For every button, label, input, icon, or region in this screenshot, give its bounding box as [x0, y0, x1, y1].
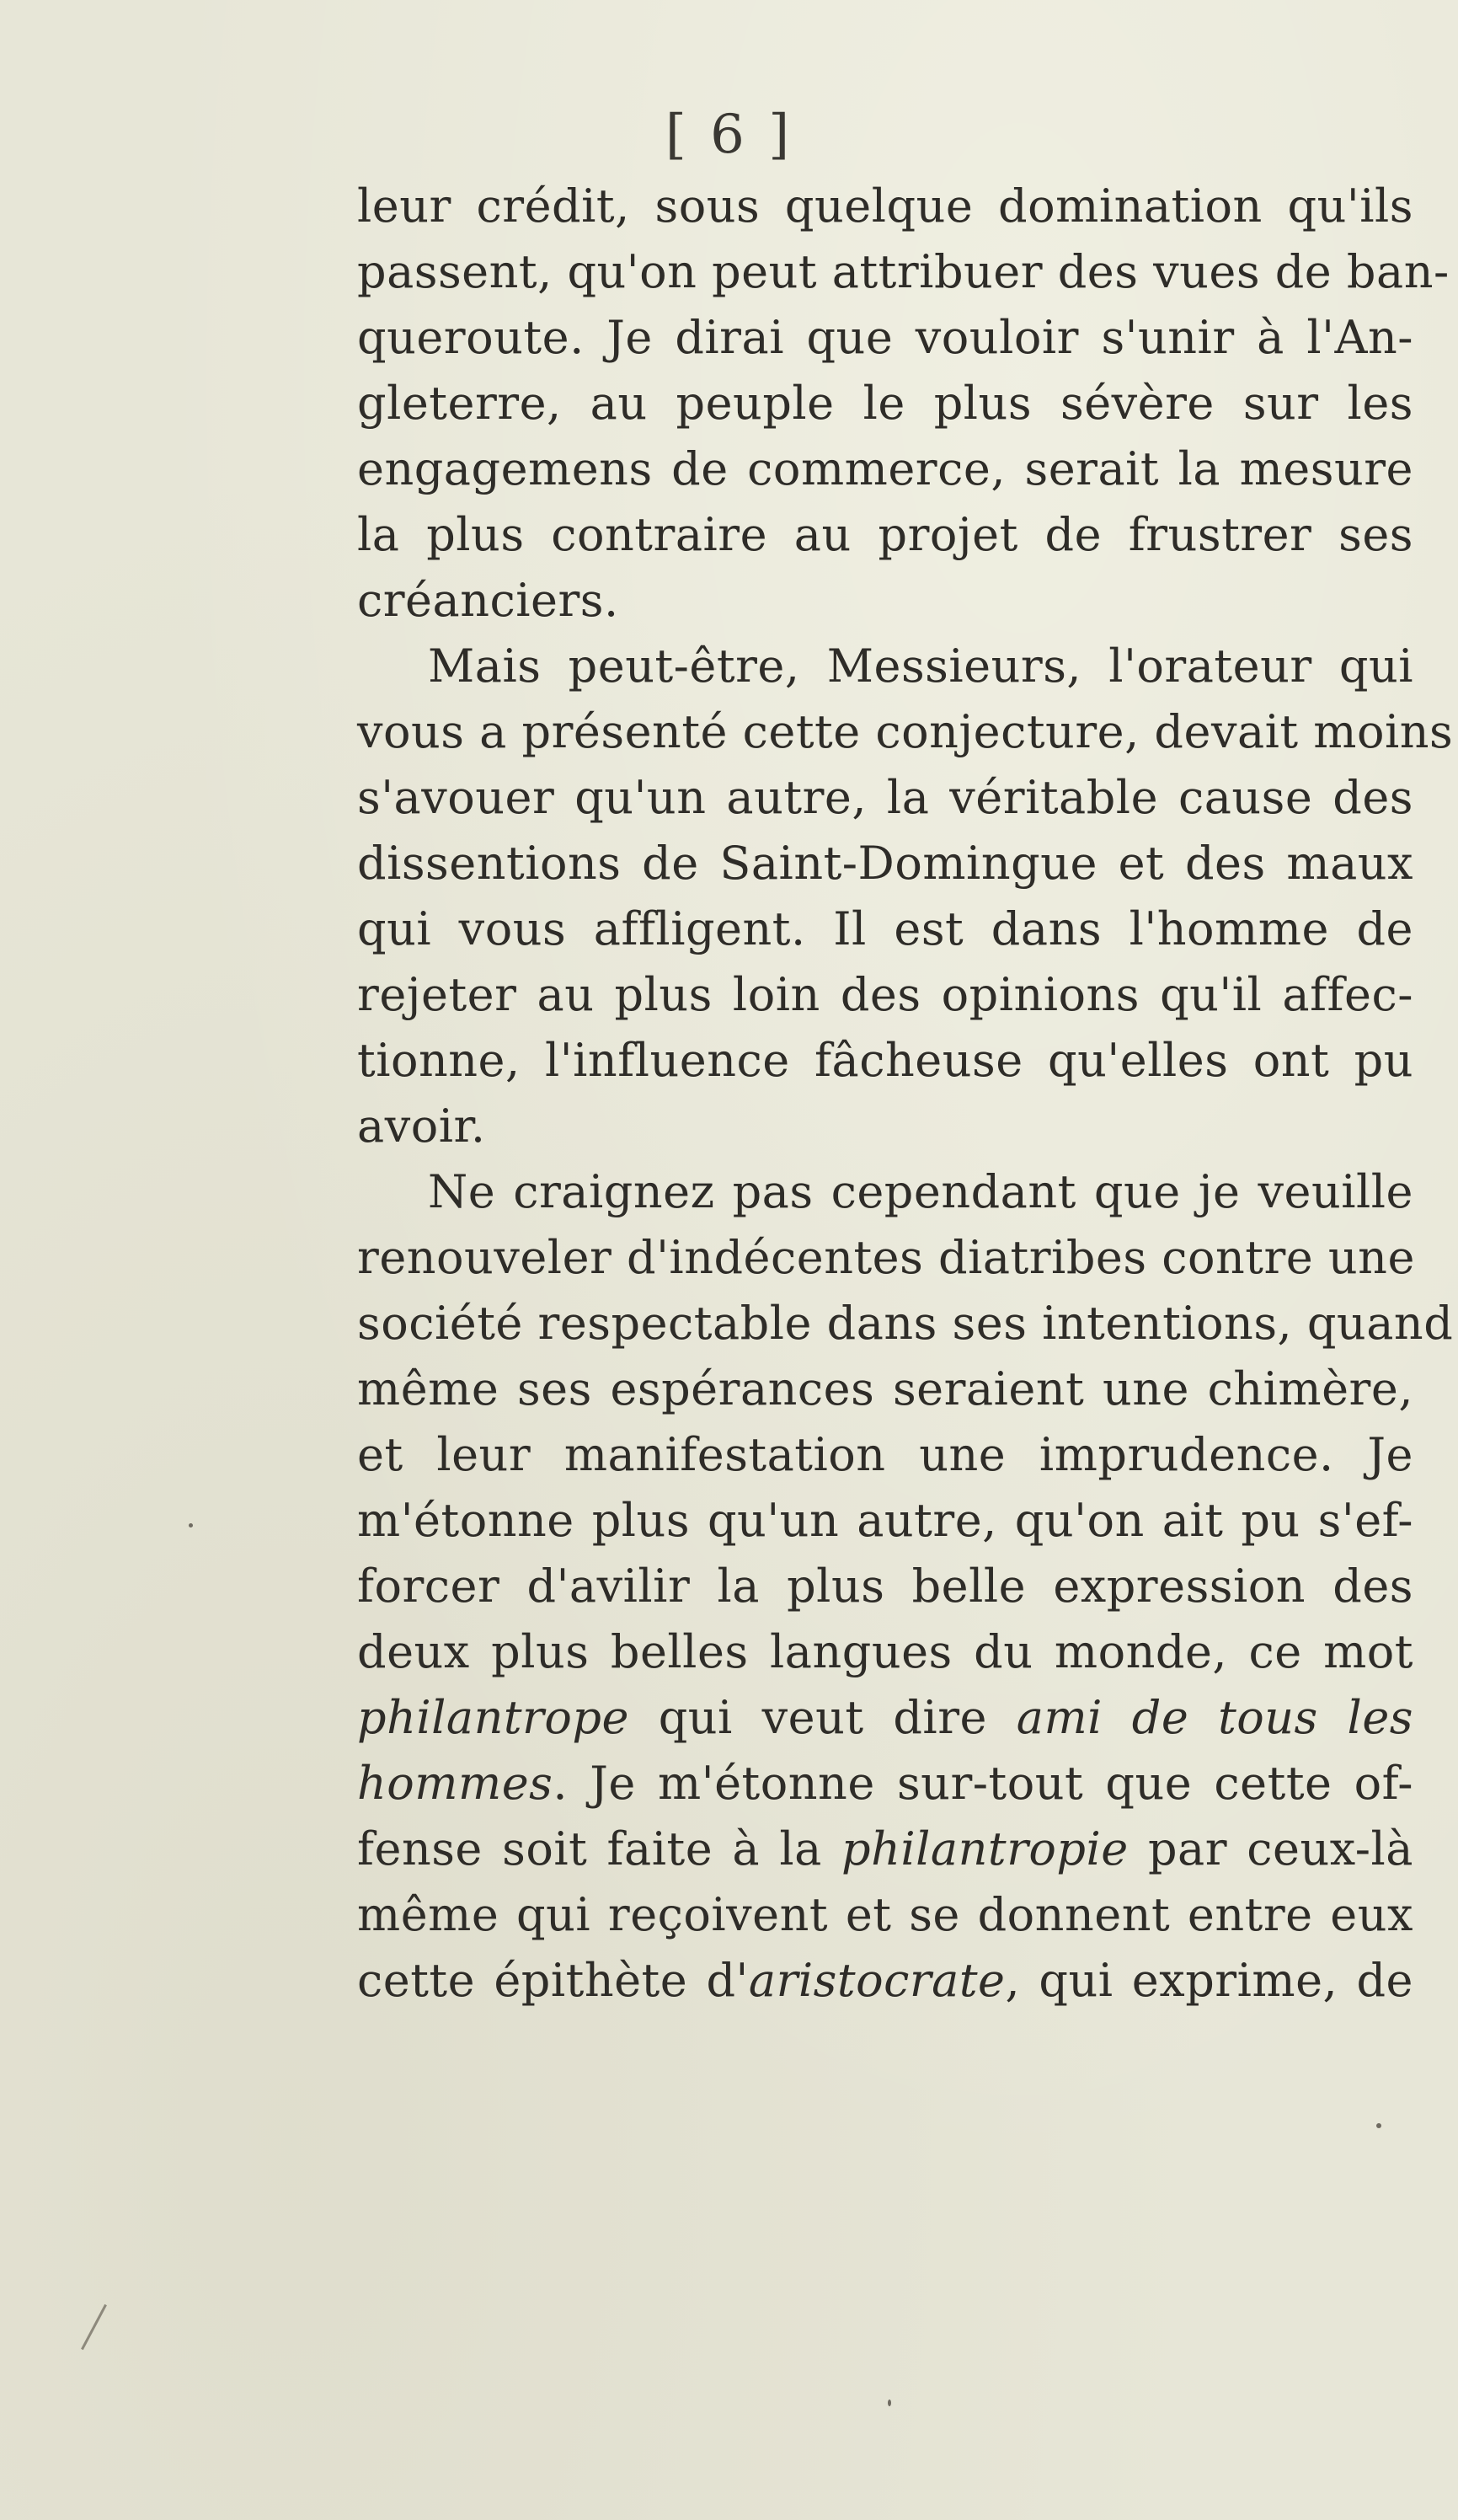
text-line: même ses espérances seraient une chimère,	[357, 1362, 1413, 1415]
text-span: cette épithète d'	[357, 1954, 749, 2007]
text-line: s'avouer qu'un autre, la véritable cause des	[357, 771, 1413, 824]
text-line	[357, 1751, 1413, 1816]
paper-speck	[1376, 2123, 1381, 2128]
text-line: tionne, l'influence fâcheuse qu'elles ont pu	[357, 1034, 1413, 1087]
text-span: qui veut dire	[628, 1691, 1017, 1744]
text-line	[357, 1948, 1413, 2014]
paragraph-start-line: Mais peut-être, Messieurs, l'orateur qui	[428, 639, 1413, 693]
text-line: créanciers.	[357, 574, 619, 627]
italic-term: hommes	[357, 1757, 553, 1810]
text-line: renouveler d'indécentes diatribes contre une	[357, 1231, 1415, 1284]
text-line: même qui reçoivent et se donnent entre eux	[357, 1888, 1413, 1941]
text-line: avoir.	[357, 1099, 486, 1153]
text-line: qui vous affligent. Il est dans l'homme de	[357, 902, 1413, 955]
text-line: engagemens de commerce, serait la mesure	[357, 442, 1413, 495]
text-line: passent, qu'on peut attribuer des vues de ban-	[357, 245, 1450, 298]
italic-term: aristocrate	[748, 1954, 1006, 2007]
text-line: dissentions de Saint-Domingue et des maux	[357, 837, 1413, 890]
text-line: société respectable dans ses intentions, quand	[357, 1297, 1454, 1350]
text-line: queroute. Je dirai que vouloir s'unir à l'An-	[357, 311, 1413, 364]
text-span: fense soit faite à la	[357, 1822, 842, 1875]
page-number: [ 6 ]	[665, 104, 793, 166]
text-line: m'étonne plus qu'un autre, qu'on ait pu s'ef-	[357, 1494, 1413, 1547]
text-span: . Je m'étonne sur-tout que cette of-	[553, 1757, 1413, 1810]
body-text	[357, 174, 1454, 2014]
paper-speck	[888, 2400, 891, 2406]
text-line: leur crédit, sous quelque domination qu'ils	[357, 179, 1413, 233]
italic-term: philantropie	[841, 1822, 1129, 1875]
paper-speck	[189, 1523, 193, 1528]
paragraph-start-line: Ne craignez pas cependant que je veuille	[428, 1165, 1413, 1218]
text-span: , qui exprime, de	[1005, 1954, 1413, 2007]
text-span: par ceux-là	[1128, 1822, 1413, 1875]
italic-term: philantrope	[357, 1691, 629, 1744]
text-line: forcer d'avilir la plus belle expression des	[357, 1560, 1413, 1613]
text-line: la plus contraire au projet de frustrer ses	[357, 508, 1413, 561]
text-line	[357, 1685, 1413, 1751]
text-line: rejeter au plus loin des opinions qu'il affec-	[357, 968, 1413, 1021]
text-line: gleterre, au peuple le plus sévère sur les	[357, 377, 1413, 430]
text-line: vous a présenté cette conjecture, devait moins	[357, 705, 1454, 758]
text-line: et leur manifestation une imprudence. Je	[357, 1428, 1413, 1481]
text-line	[357, 1816, 1413, 1882]
text-line: deux plus belles langues du monde, ce mot	[357, 1625, 1413, 1678]
paper-scratch	[81, 2304, 107, 2350]
italic-term: ami de tous les	[1016, 1691, 1413, 1744]
